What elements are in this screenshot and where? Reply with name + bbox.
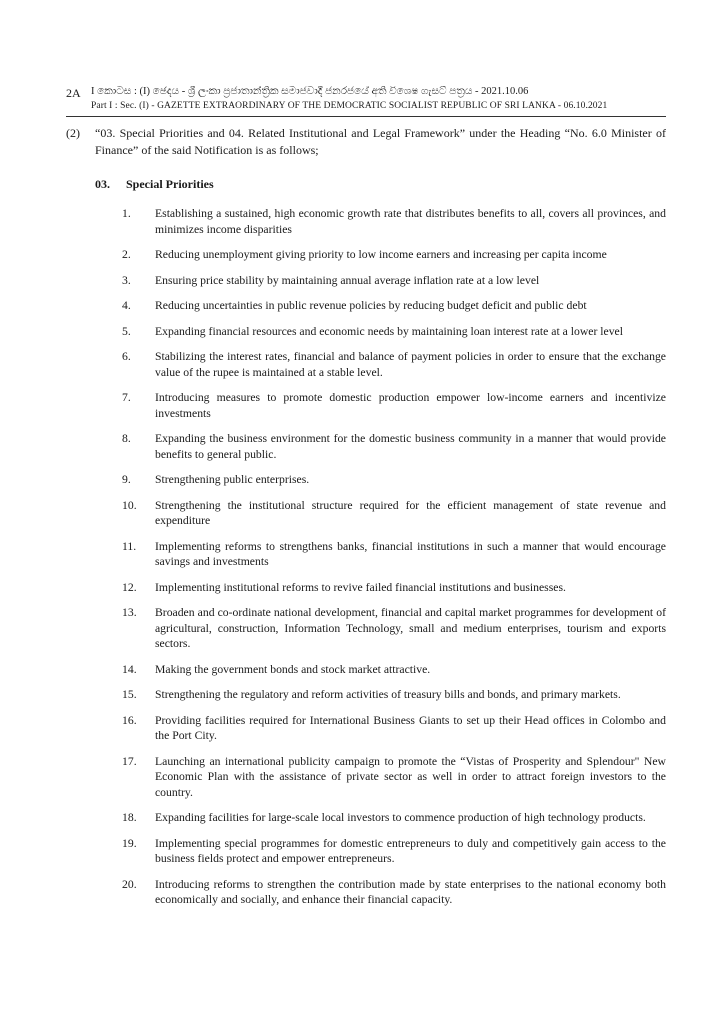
list-item: [122, 877, 666, 908]
list-item-text: Introducing reforms to strengthen the contribution made by state enterprises to the national economy both economically and socially, and enhance their financial capacity.: [155, 877, 666, 906]
list-item-text: Strengthening the institutional structure required for the efficient management of state revenue and expenditure: [155, 498, 666, 527]
list-item-text: Providing facilities required for International Business Giants to set up their Head offices in Colombo and the Port City.: [155, 713, 666, 742]
list-item-text: Expanding the business environment for the domestic business community in a manner that would provide benefits to general public.: [155, 432, 666, 461]
list-item: [122, 247, 666, 263]
list-item: [122, 298, 666, 314]
list-item-number: 8.: [122, 432, 131, 445]
list-item-text: Strengthening public enterprises.: [155, 473, 310, 486]
list-item-text: Ensuring price stability by maintaining annual average inflation rate at a low level: [155, 273, 540, 287]
list-item-text: Reducing unemployment giving priority to low income earners and increasing per capita income: [155, 248, 607, 261]
list-item-text: Expanding financial resources and economic needs by maintaining loan interest rate at a lower level: [155, 324, 623, 338]
priority-list: [122, 206, 666, 918]
intro-number: (2): [66, 126, 80, 140]
page-number: 2A: [66, 86, 81, 100]
list-item: [122, 324, 666, 340]
list-item-number: 17.: [122, 754, 137, 768]
list-item: [122, 539, 666, 570]
list-item-text: Stabilizing the interest rates, financial and balance of payment policies in order to ensure that the exchange value of the rupee is maintained at a stable level.: [155, 350, 666, 379]
list-item-number: 16.: [122, 713, 137, 727]
list-item-text: Strengthening the regulatory and reform activities of treasury bills and bonds, and primary markets.: [155, 688, 621, 701]
list-item-number: 6.: [122, 350, 131, 363]
list-item-text: Establishing a sustained, high economic growth rate that distributes benefits to all, covers all provinces, and minimizes income disparities: [155, 207, 666, 236]
list-item: [122, 605, 666, 652]
intro-text: “03. Special Priorities and 04. Related Institutional and Legal Framework” under the Heading “No. 6.0 Minister of Finance” of the said Notification is as follows;: [95, 126, 666, 157]
header-divider: [66, 116, 666, 117]
list-item-text: Launching an international publicity campaign to promote the “Vistas of Prosperity and Splendour" New Economic Plan with the assistance of private sector as well in order to attract foreign investors to the country.: [155, 754, 666, 799]
list-item-number: 2.: [122, 248, 131, 261]
section-number: 03.: [95, 177, 110, 191]
list-item-number: 13.: [122, 606, 137, 619]
list-item: [122, 810, 666, 826]
list-item-number: 12.: [122, 580, 137, 594]
list-item-number: 19.: [122, 836, 137, 850]
list-item: [122, 836, 666, 867]
list-item-text: Introducing measures to promote domestic production empower low-income earners and incentivize investments: [155, 391, 666, 420]
list-item: [122, 580, 666, 596]
list-item: [122, 713, 666, 744]
list-item: [122, 390, 666, 421]
list-item-text: Broaden and co-ordinate national development, financial and capital market programmes for development of agricultural, construction, Information Technology, small and medium enterprises, tourism and exports sectors.: [155, 606, 666, 650]
header-sinhala-title: I කොටස : (I) ඡෙදය - ශ්‍රී ලංකා ප්‍රජාතාන්ත්‍රික සමාජවාදී ජනරජයේ අති විශෙෂ ගැසට් පත්‍රය - 2021.10.06: [91, 86, 529, 97]
list-item-number: 3.: [122, 273, 131, 287]
list-item-number: 1.: [122, 207, 131, 220]
list-item-text: Making the government bonds and stock market attractive.: [155, 662, 431, 676]
list-item-number: 4.: [122, 299, 131, 312]
list-item: [122, 662, 666, 678]
section-title: Special Priorities: [126, 177, 214, 191]
list-item: [122, 431, 666, 462]
header-english-title: Part I : Sec. (I) - GAZETTE EXTRAORDINARY OF THE DEMOCRATIC SOCIALIST REPUBLIC OF SRI LANKA - 06.10.2021: [91, 101, 608, 111]
list-item-number: 15.: [122, 688, 137, 701]
list-item-text: Reducing uncertainties in public revenue policies by reducing budget deficit and public debt: [155, 299, 587, 312]
list-item-number: 10.: [122, 498, 137, 512]
list-item-number: 5.: [122, 324, 131, 338]
section-heading: [95, 177, 214, 192]
list-item: [122, 472, 666, 488]
list-item-number: 18.: [122, 811, 137, 824]
list-item-text: Implementing special programmes for domestic entrepreneurs to duly and competitively gain access to the business fields protect and empower entrepreneurs.: [155, 836, 666, 865]
list-item-text: Expanding facilities for large-scale local investors to commence production of high technology products.: [155, 811, 646, 824]
list-item: [122, 687, 666, 703]
list-item: [122, 273, 666, 289]
list-item: [122, 498, 666, 529]
list-item-text: Implementing institutional reforms to revive failed financial institutions and businesses.: [155, 580, 566, 594]
list-item-number: 9.: [122, 473, 131, 486]
list-item: [122, 349, 666, 380]
list-item: [122, 754, 666, 801]
list-item-number: 20.: [122, 877, 137, 891]
list-item-number: 14.: [122, 662, 137, 676]
list-item-number: 11.: [122, 539, 137, 553]
list-item: [122, 206, 666, 237]
list-item-text: Implementing reforms to strengthens banks, financial institutions in such a manner that would encourage savings and investments: [155, 539, 666, 568]
list-item-number: 7.: [122, 391, 131, 404]
